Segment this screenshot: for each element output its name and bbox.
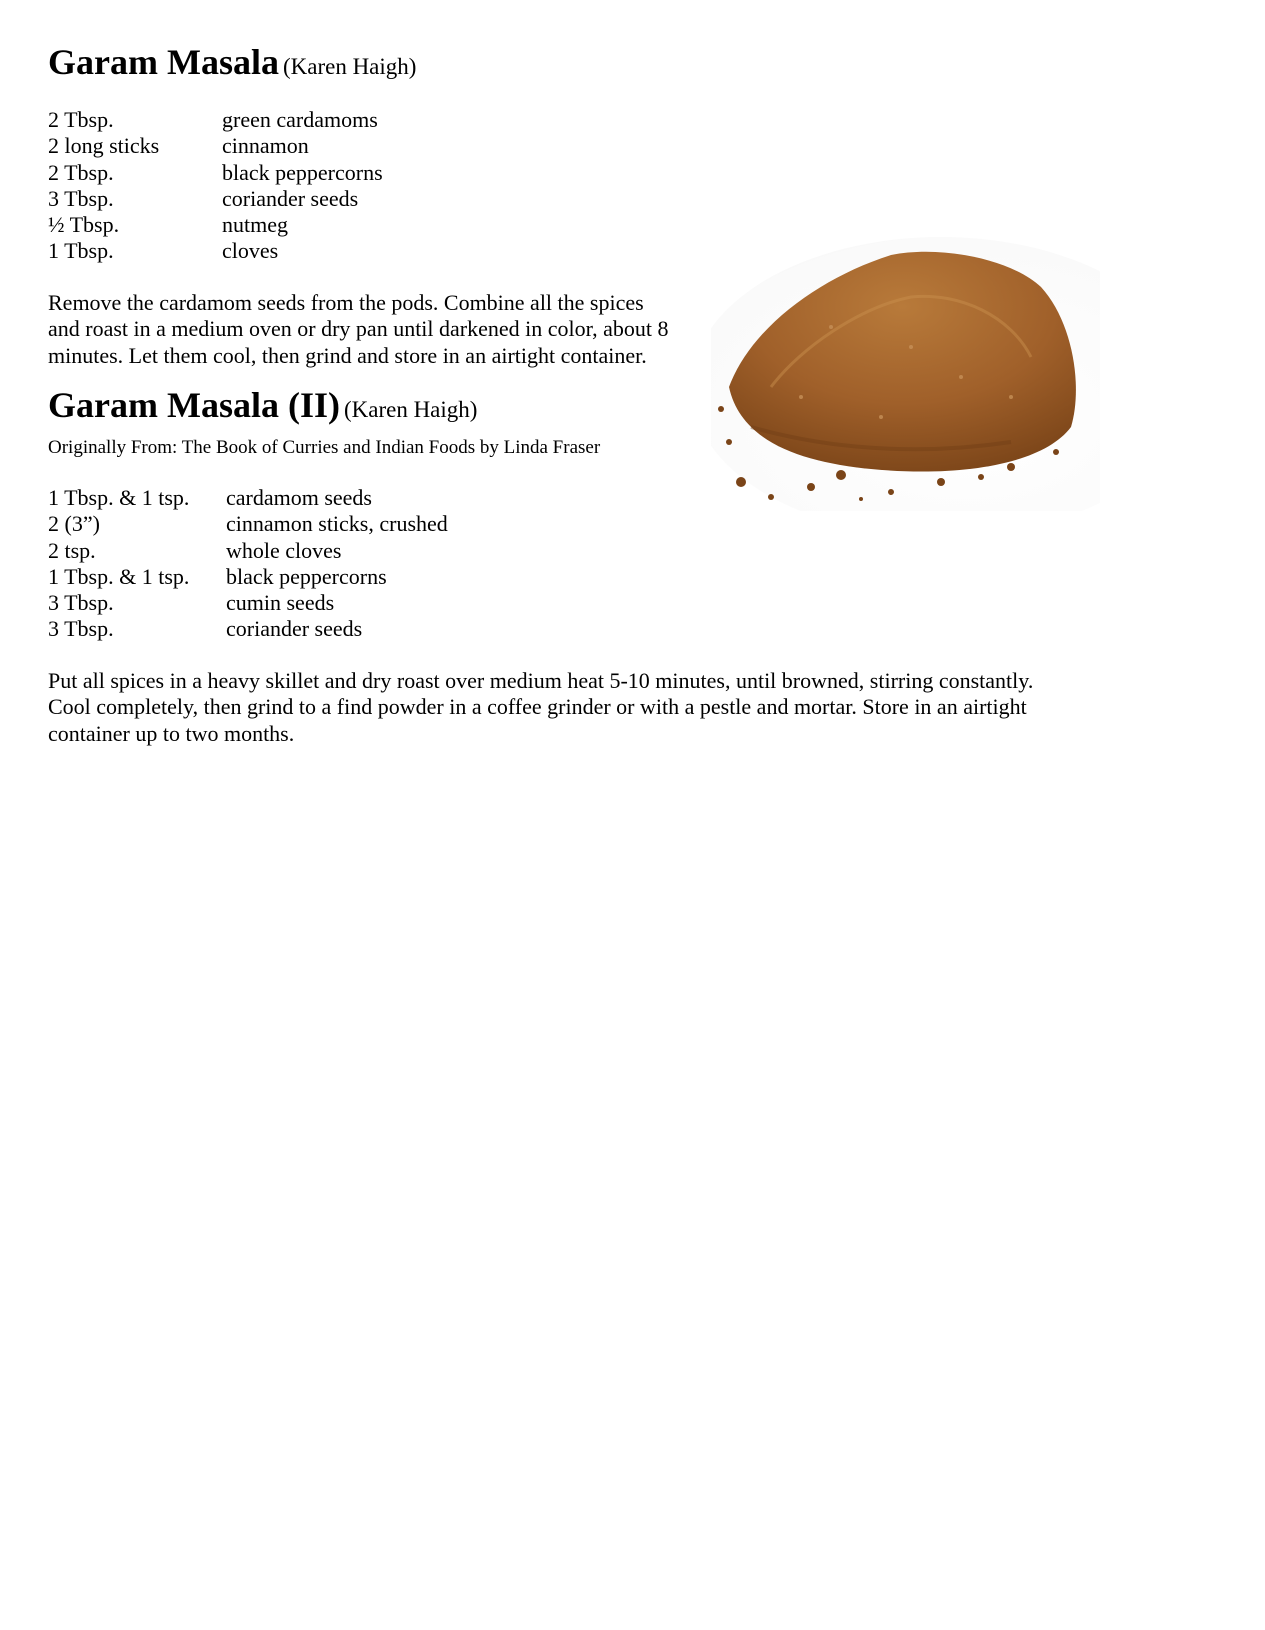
ingredient-qty: 2 tsp.	[48, 537, 96, 563]
ingredient-row	[48, 160, 383, 186]
ingredient-item: black peppercorns	[222, 159, 383, 185]
ingredient-row	[48, 590, 448, 616]
recipe2-instructions	[48, 668, 1148, 747]
recipe1-instructions	[48, 290, 708, 369]
ingredient-item: whole cloves	[226, 537, 342, 563]
recipe2-title: Garam Masala (II)	[48, 385, 340, 425]
ingredient-qty: 1 Tbsp. & 1 tsp.	[48, 563, 190, 589]
ingredient-row	[48, 238, 383, 264]
ingredient-item: coriander seeds	[222, 185, 359, 211]
ingredient-item: cinnamon	[222, 133, 309, 159]
recipe1-ingredients	[48, 107, 383, 265]
ingredient-qty: 1 Tbsp.	[48, 238, 114, 264]
ingredient-item: nutmeg	[222, 212, 288, 238]
ingredient-row	[48, 485, 448, 511]
recipe1-author: (Karen Haigh)	[282, 54, 417, 79]
instruction-line: container up to two months.	[48, 720, 295, 746]
ingredient-qty: 2 (3”)	[48, 511, 100, 537]
ingredient-row	[48, 186, 383, 212]
recipe1-title: Garam Masala	[48, 42, 279, 82]
ingredient-qty: 3 Tbsp.	[48, 185, 114, 211]
instruction-line: and roast in a medium oven or dry pan until darkened in color, about 8	[48, 316, 669, 342]
ingredient-item: green cardamoms	[222, 107, 378, 132]
garam-masala-photo	[711, 237, 1100, 511]
ingredient-row	[48, 107, 383, 133]
instruction-line: Put all spices in a heavy skillet and dry roast over medium heat 5-10 minutes, until browned, stirring constantly.	[48, 668, 1034, 693]
ingredient-row	[48, 212, 383, 238]
recipe2-author: (Karen Haigh)	[343, 397, 478, 422]
ingredient-item: cinnamon sticks, crushed	[226, 511, 448, 537]
ingredient-qty: 1 Tbsp. & 1 tsp.	[48, 485, 190, 510]
ingredient-row	[48, 538, 448, 564]
recipe2-source: Originally From: The Book of Curries and Indian Foods by Linda Fraser	[48, 437, 601, 458]
ingredient-item: cloves	[222, 238, 279, 264]
instruction-line: Remove the cardamom seeds from the pods. Combine all the spices	[48, 290, 644, 315]
ingredient-item: coriander seeds	[226, 616, 363, 642]
spice-pile-icon	[711, 237, 1100, 511]
ingredient-item: cumin seeds	[226, 590, 335, 616]
recipe2-ingredients	[48, 485, 448, 643]
ingredient-row	[48, 616, 448, 642]
ingredient-qty: 2 Tbsp.	[48, 159, 114, 185]
instruction-line: minutes. Let them cool, then grind and store in an airtight container.	[48, 342, 647, 368]
ingredient-row	[48, 133, 383, 159]
ingredient-qty: 2 long sticks	[48, 133, 160, 159]
recipe2-heading	[48, 384, 477, 426]
ingredient-row	[48, 564, 448, 590]
ingredient-item: black peppercorns	[226, 563, 387, 589]
instruction-line: Cool completely, then grind to a find powder in a coffee grinder or with a pestle and mortar. Store in an airtight	[48, 694, 1027, 720]
ingredient-qty: ½ Tbsp.	[48, 212, 120, 238]
ingredient-qty: 2 Tbsp.	[48, 107, 114, 132]
recipe1-heading	[48, 41, 416, 83]
ingredient-row	[48, 511, 448, 537]
ingredient-qty: 3 Tbsp.	[48, 590, 114, 616]
ingredient-item: cardamom seeds	[226, 485, 372, 510]
ingredient-qty: 3 Tbsp.	[48, 616, 114, 642]
